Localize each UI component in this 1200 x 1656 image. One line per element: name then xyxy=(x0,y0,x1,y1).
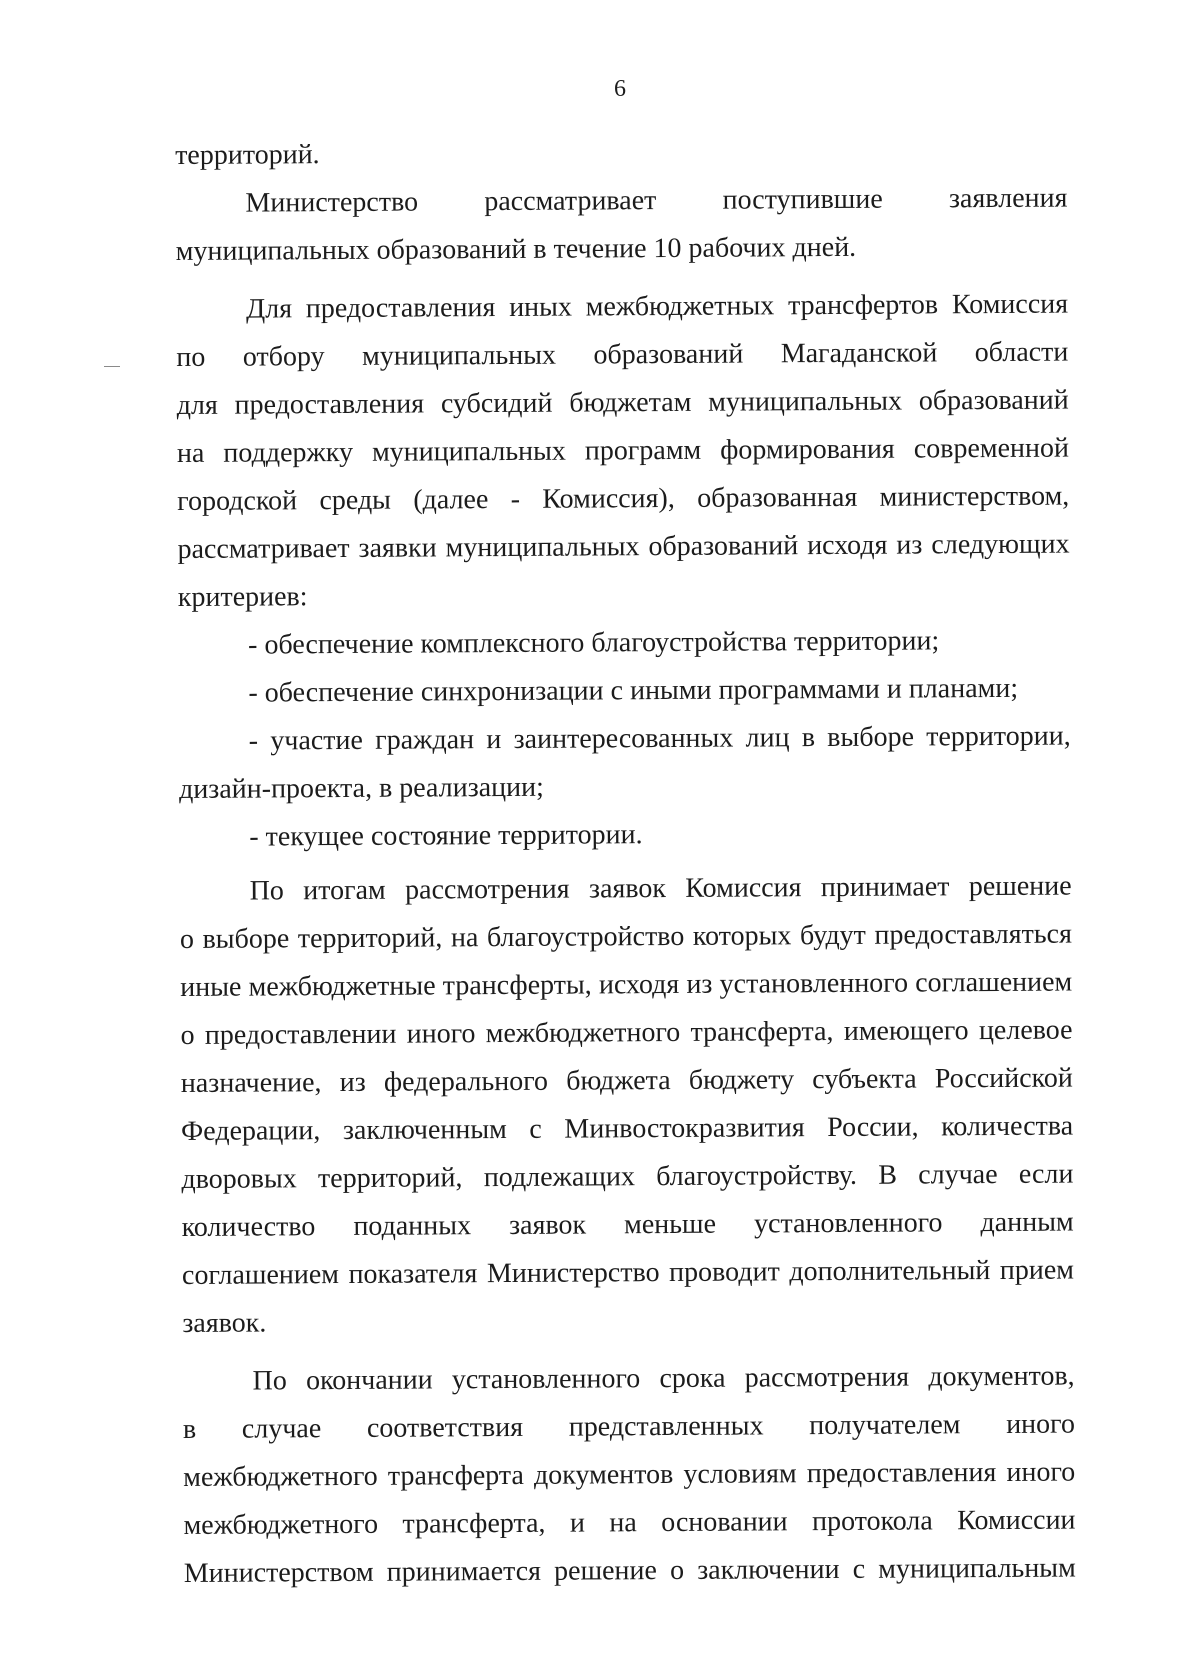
text-line: заявок. xyxy=(182,1307,267,1339)
text-line: городской среды (далее - Комиссия), образованная министерством, xyxy=(177,480,1070,517)
text-line: о предоставлении иного межбюджетного трансферта, имеющего целевое xyxy=(180,1014,1073,1051)
text-line: для предоставления субсидий бюджетам муниципальных образований xyxy=(176,384,1069,421)
text-line: Министерство рассматривает поступившие заявления xyxy=(245,182,1068,219)
text-line: количество поданных заявок меньше установленного данным xyxy=(181,1206,1074,1243)
text-line: Федерации, заключенным с Минвостокразвития России, количества xyxy=(181,1110,1074,1147)
text-line: в случае соответствия представленных получателем иного xyxy=(182,1408,1076,1445)
page-number: 6 xyxy=(614,76,626,102)
scan-artifact xyxy=(104,366,120,367)
text-line: - обеспечение комплексного благоустройства территории; xyxy=(248,625,940,661)
text-line: Для предоставления иных межбюджетных трансфертов Комиссия xyxy=(245,288,1069,325)
text-line: - участие граждан и заинтересованных лиц в выборе территории, xyxy=(248,720,1071,757)
text-line: межбюджетного трансферта, и на основании протокола Комиссии xyxy=(183,1504,1076,1541)
text-line: о выборе территорий, на благоустройство которых будут предоставляться xyxy=(179,918,1073,955)
text-line: соглашением показателя Министерство проводит дополнительный прием xyxy=(181,1254,1075,1291)
text-line: муниципальных образований в течение 10 рабочих дней. xyxy=(175,231,857,267)
text-line: территорий. xyxy=(175,139,320,171)
text-line: критериев: xyxy=(177,581,308,613)
text-line: - обеспечение синхронизации с иными программами и планами; xyxy=(248,672,1019,709)
text-line: По итогам рассмотрения заявок Комиссия принимает решение xyxy=(249,870,1072,907)
text-line: межбюджетного трансферта документов условиям предоставления иного xyxy=(183,1456,1076,1493)
text-line: Министерством принимается решение о заключении с муниципальным xyxy=(183,1552,1076,1589)
text-line: по отбору муниципальных образований Магаданской области xyxy=(176,336,1069,373)
text-line: на поддержку муниципальных программ формирования современной xyxy=(176,432,1070,469)
text-line: назначение, из федерального бюджета бюджету субъекта Российской xyxy=(180,1062,1073,1099)
text-line: По окончании установленного срока рассмотрения документов, xyxy=(252,1360,1075,1397)
text-line: дизайн-проекта, в реализации; xyxy=(178,771,544,805)
text-line: рассматривает заявки муниципальных образований исходя из следующих xyxy=(177,528,1070,565)
text-line: дворовых территорий, подлежащих благоустройству. В случае если xyxy=(181,1158,1074,1195)
text-line: иные межбюджетные трансферты, исходя из установленного соглашением xyxy=(180,966,1073,1003)
text-line: - текущее состояние территории. xyxy=(249,819,643,853)
body-text xyxy=(175,127,1076,1598)
